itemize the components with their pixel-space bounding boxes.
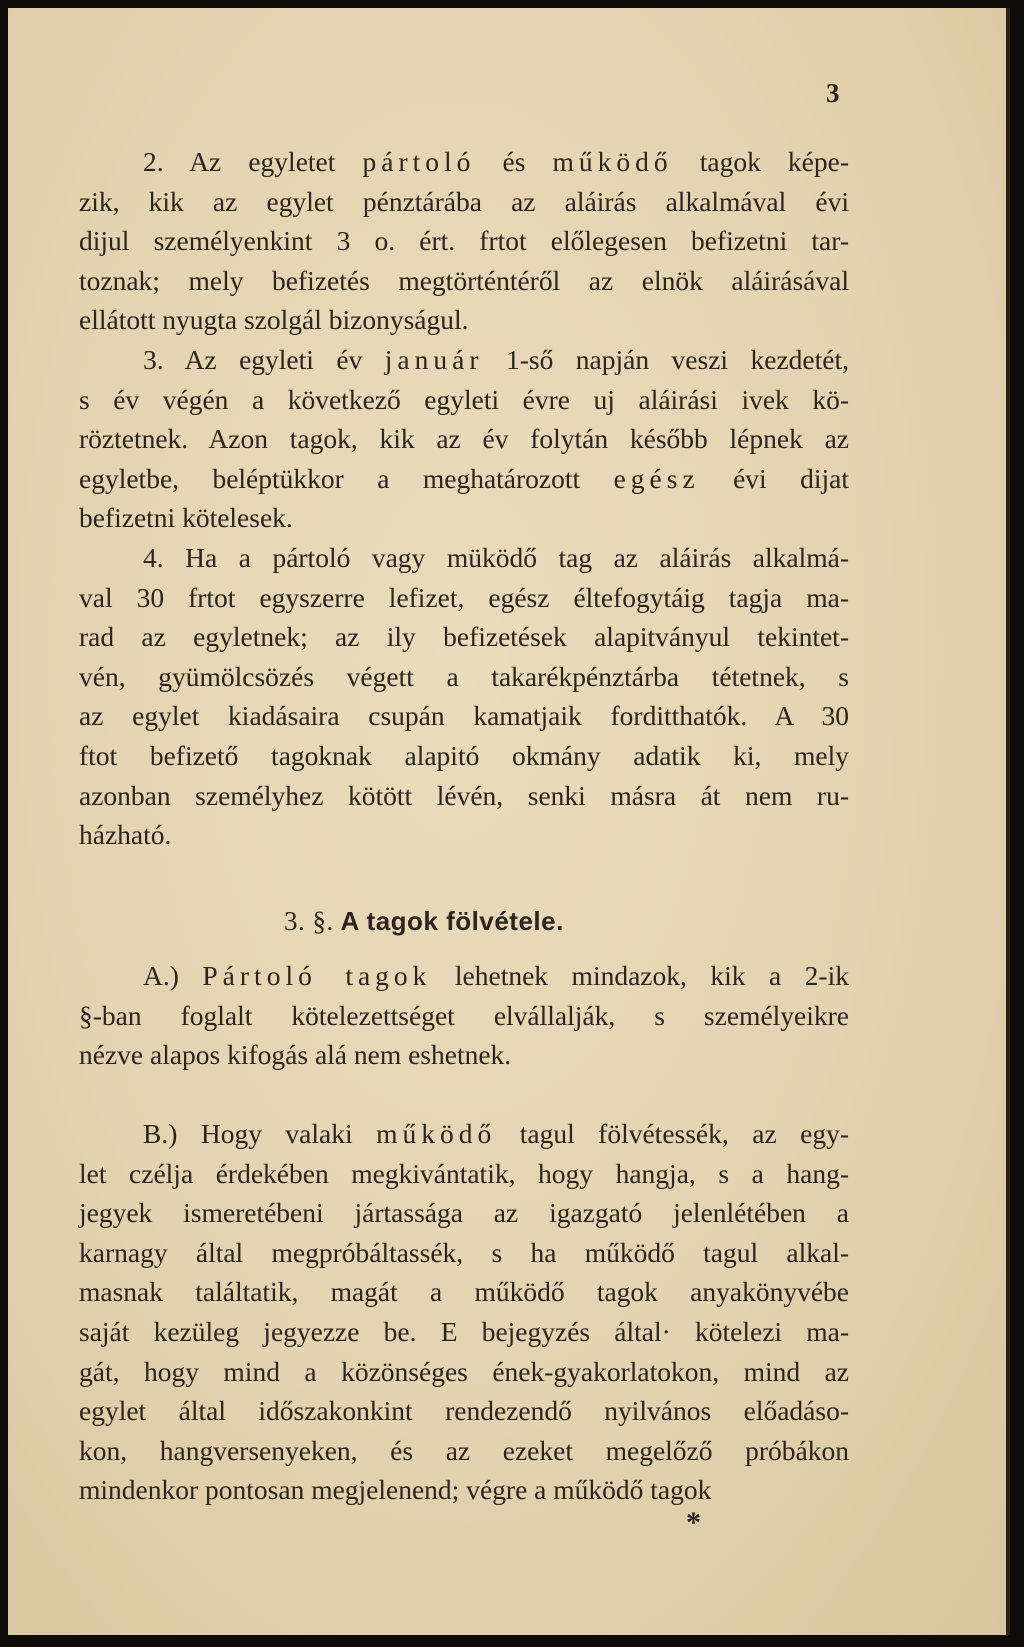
text-line xyxy=(143,142,849,182)
text-line xyxy=(143,956,849,996)
text-line: saját kezüleg jegyezze be. E bejegyzés által· kötelezi ma- xyxy=(79,1316,849,1347)
text-line: befizetni kötelesek. xyxy=(79,502,293,534)
text-line: toznak; mely befizetés megtörténtéről az elnök aláirásával xyxy=(79,264,849,296)
text-line: ftot befizető tagoknak alapitó okmány adatik ki, mely xyxy=(79,740,849,771)
text-line: zik, kik az egylet pénztárába az aláirás alkalmával évi xyxy=(79,185,849,217)
text-run: 3. Az egyleti év xyxy=(143,344,385,375)
text-line: rad az egyletnek; az ily befizetések alapitványul tekintet- xyxy=(79,621,849,653)
section-number: 3. §. xyxy=(284,906,334,936)
text-run: B.) Hogy valaki xyxy=(143,1118,377,1149)
text-run: évi dijat xyxy=(699,462,849,494)
text-run: 1-ső napján veszi kezdetét, xyxy=(483,344,849,375)
text-line: vén, gyümölcsözés végett a takarékpénztárba tétetnek, s xyxy=(79,660,849,692)
text-run: 2. Az egyletet xyxy=(143,146,363,177)
emphasis-spaced: működő xyxy=(552,146,673,177)
text-run: tagul fölvétessék, az egy- xyxy=(496,1118,849,1149)
emphasis-spaced: január xyxy=(384,344,484,375)
emphasis-spaced: Pártoló tagok xyxy=(202,960,432,991)
text-line: egylet által időszakonkint rendezendő nyilvános előadáso- xyxy=(79,1395,849,1427)
text-line xyxy=(79,459,849,499)
text-line xyxy=(143,1114,849,1154)
text-line: dijul személyenkint 3 o. ért. frtot előlegesen befizetni tar- xyxy=(79,225,849,257)
text-line: röztetnek. Azon tagok, kik az év folytán később lépnek az xyxy=(79,423,849,455)
text-line: let czélja érdekében megkivántatik, hogy hangja, s a hang- xyxy=(79,1157,849,1189)
text-line: mindenkor pontosan megjelenend; végre a működő tagok xyxy=(79,1474,712,1506)
text-run: és xyxy=(475,146,553,177)
text-line: s év végén a következő egyleti évre uj aláirási ivek kö- xyxy=(79,383,849,415)
text-run: lehetnek mindazok, kik a 2-ik xyxy=(431,960,849,991)
emphasis-spaced: egész xyxy=(613,462,700,494)
section-heading xyxy=(284,906,564,937)
emphasis-spaced: pártoló xyxy=(362,146,476,177)
text-run: tagok képe- xyxy=(672,146,849,177)
text-line: nézve alapos kifogás alá nem eshetnek. xyxy=(79,1039,512,1071)
text-line: 4. Ha a pártoló vagy müködő tag az aláirás alkalmá- xyxy=(143,542,849,573)
text-line: gát, hogy mind a közönséges ének-gyakorlatokon, mind az xyxy=(79,1355,849,1387)
text-line: karnagy által megpróbáltassék, s ha működő tagul alkal- xyxy=(79,1236,849,1268)
text-line: azonban személyhez kötött lévén, senki másra át nem ru- xyxy=(79,779,849,811)
text-run: egyletbe, beléptükkor a meghatározott xyxy=(79,462,614,494)
signature-mark: * xyxy=(686,1506,701,1539)
text-line: az egylet kiadásaira csupán kamatjaik forditthatók. A 30 xyxy=(79,700,849,732)
emphasis-spaced: működő xyxy=(376,1118,497,1149)
page-number: 3 xyxy=(826,78,840,108)
text-line: ellátott nyugta szolgál bizonyságul. xyxy=(79,304,469,336)
text-run: A.) xyxy=(143,960,203,991)
text-line: házható. xyxy=(79,819,172,851)
text-line xyxy=(143,340,849,380)
text-line: jegyek ismeretébeni jártassága az igazgató jelenlétében a xyxy=(79,1197,849,1229)
section-title: A tagok fölvétele. xyxy=(340,906,564,936)
text-line: val 30 frtot egyszerre lefizet, egész éltefogytáig tagja ma- xyxy=(79,581,849,613)
text-line: §-ban foglalt kötelezettséget elvállalják, s személyeikre xyxy=(79,999,849,1031)
text-line: kon, hangversenyeken, és az ezeket megelőző próbákon xyxy=(79,1434,849,1466)
text-line: masnak találtatik, magát a működő tagok anyakönyvébe xyxy=(79,1276,849,1308)
